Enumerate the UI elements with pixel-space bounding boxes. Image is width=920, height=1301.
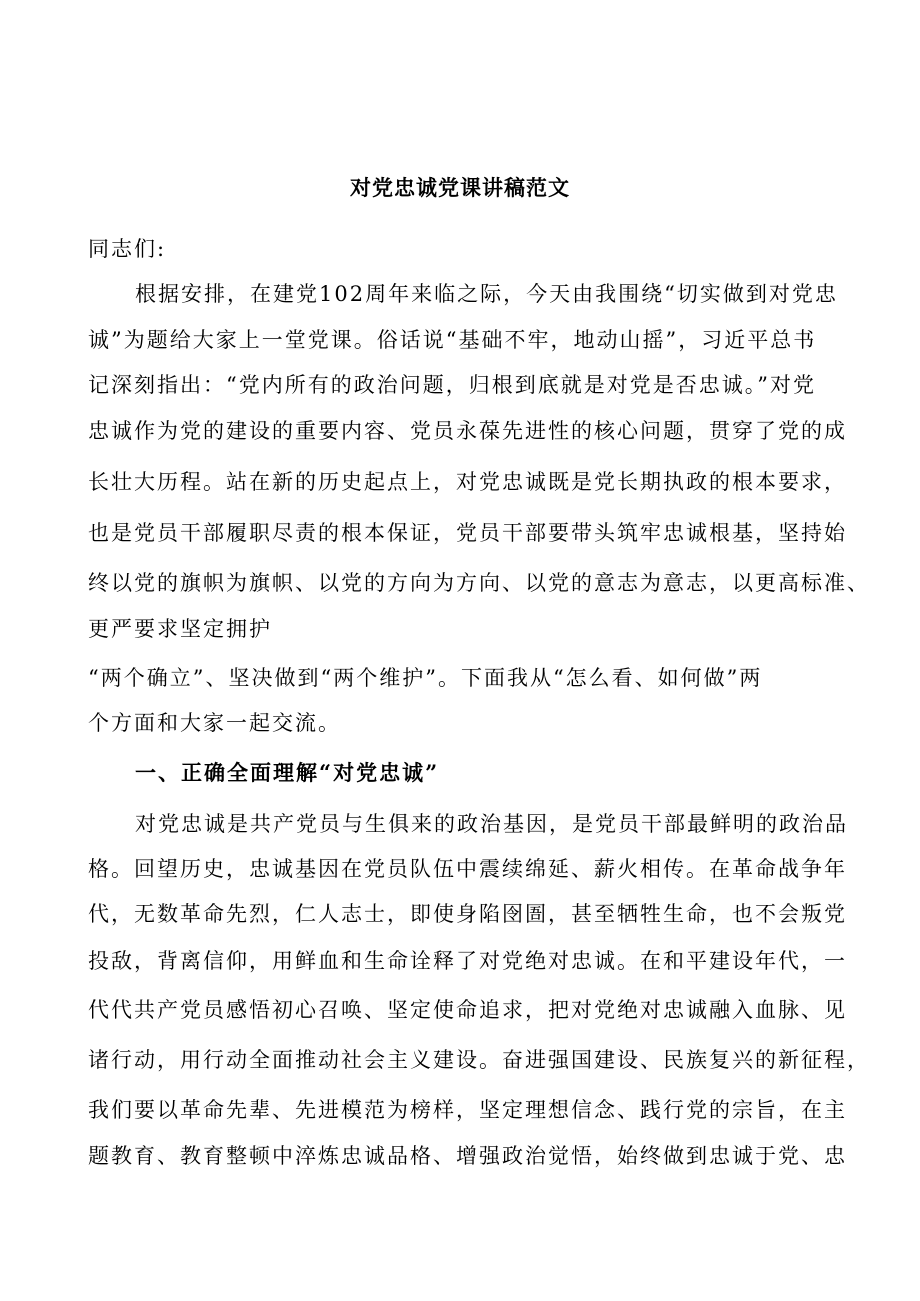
- document-title: 对党忠诚党课讲稿范文: [350, 175, 570, 200]
- paragraph-line: 格。回望历史，忠诚基因在党员队伍中震续绵延、薪火相传。在革命战争年: [88, 857, 847, 881]
- paragraph-line: 更严要求坚定拥护: [88, 617, 272, 641]
- paragraph-line: 根据安排，在建党102周年来临之际，今天由我围绕“切实做到对党忠: [135, 282, 838, 306]
- section-heading: 一、正确全面理解“对党忠诚”: [135, 760, 440, 785]
- paragraph-line: 忠诚作为党的建设的重要内容、党员永葆先进性的核心问题，贯穿了党的成: [88, 419, 847, 443]
- paragraph-line: 也是党员干部履职尽责的根本保证，党员干部要带头筑牢忠诚根基，坚持始: [88, 521, 847, 545]
- paragraph-line: 对党忠诚是共产党员与生俱来的政治基因，是党员干部最鲜明的政治品: [135, 812, 848, 836]
- salutation: 同志们:: [88, 237, 167, 261]
- paragraph-line: 题教育、教育整顿中淬炼忠诚品格、增强政治觉悟，始终做到忠诚于党、忠: [88, 1144, 847, 1168]
- paragraph-line: 投敌，背离信仰，用鲜血和生命诠释了对党绝对忠诚。在和平建设年代，一: [88, 949, 847, 973]
- paragraph-line: 代，无数革命先烈，仁人志士，即使身陷囹圄，甚至牺牲生命，也不会叛党: [88, 902, 847, 926]
- paragraph-line: 个方面和大家一起交流。: [88, 711, 341, 735]
- paragraph-line: 长壮大历程。站在新的历史起点上，对党忠诚既是党长期执政的根本要求，: [88, 470, 847, 494]
- paragraph-line: 记深刻指出：“党内所有的政治问题，归根到底就是对党是否忠诚。”对党: [88, 373, 816, 397]
- paragraph-line: 诚”为题给大家上一堂党课。俗话说“基础不牢，地动山摇”，习近平总书: [88, 328, 817, 352]
- paragraph-line: 诸行动，用行动全面推动社会主义建设。奋进强国建设、民族复兴的新征程，: [88, 1048, 870, 1072]
- paragraph-line: 终以党的旗帜为旗帜、以党的方向为方向、以党的意志为意志，以更高标准、: [88, 571, 870, 595]
- paragraph-line: “两个确立”、坚决做到“两个维护”。下面我从“怎么看、如何做”两: [88, 666, 763, 690]
- paragraph-line: 代代共产党员感悟初心召唤、坚定使命追求，把对党绝对忠诚融入血脉、见: [88, 998, 847, 1022]
- paragraph-line: 我们要以革命先辈、先进模范为榜样，坚定理想信念、践行党的宗旨，在主: [88, 1098, 847, 1122]
